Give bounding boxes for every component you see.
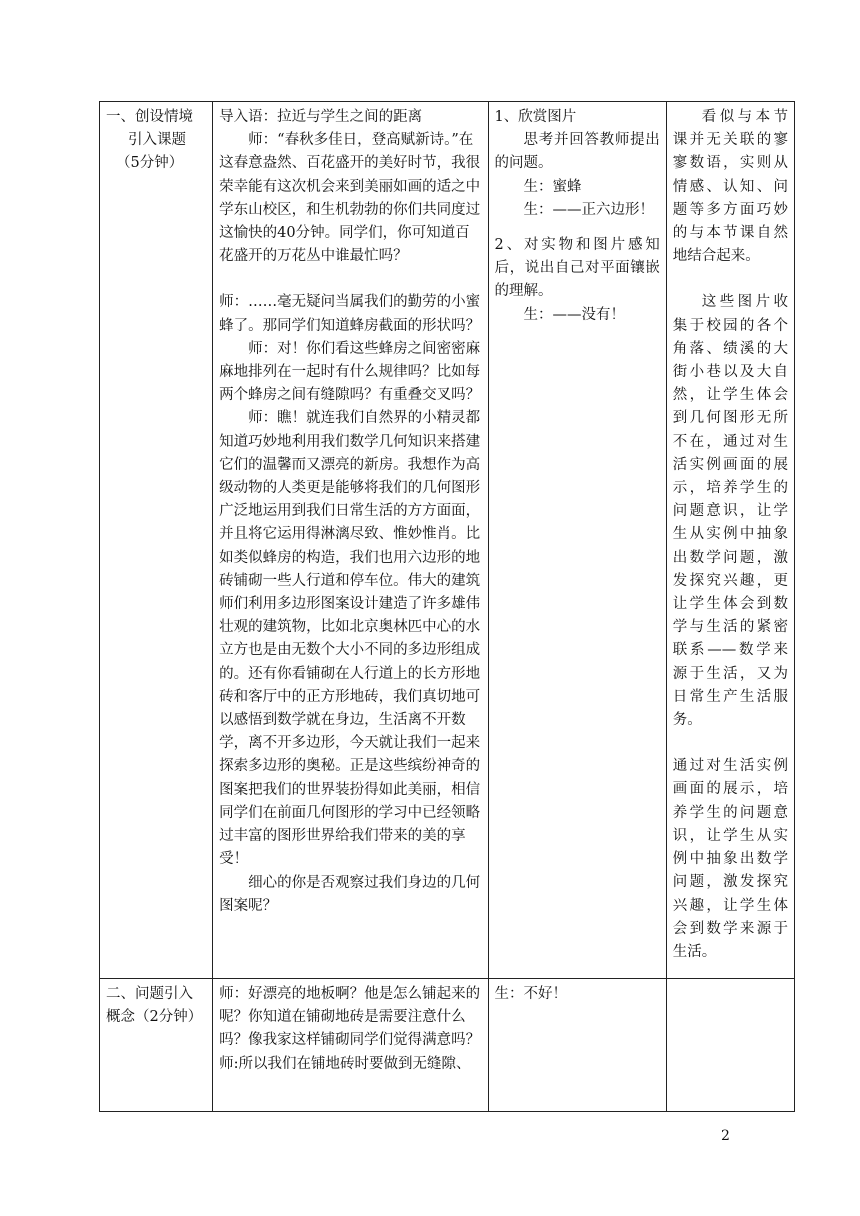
teacher-activity-cell	[213, 979, 488, 1112]
intent-text: 看似与本节课并无关联的寥寥数语，实则从情感、认知、问题等多方面巧妙的与本节课自然地结合起来。	[672, 109, 788, 265]
teacher-text: 导入语：拉近与学生之间的距离	[219, 109, 423, 125]
teacher-activity-cell	[213, 102, 488, 979]
student-activity-cell	[488, 979, 666, 1112]
design-intent-cell	[666, 102, 794, 979]
intent-text: 这些图片收集于校园的各个角落、绩溪的大街小巷以及大自然，让学生体会到几何图形无所不在，通过对生活实例画面的展示，培养学生的问题意识，让学生从实例中抽象出数学问题，激发探究兴趣，更让学生体会到数学与生活的紧密联系——数学来源于生活，又为日常生产生活服务。	[672, 294, 788, 729]
stage-title: 二、问题引入概念（2分钟）	[106, 986, 203, 1026]
student-text: 生：——没有！	[523, 306, 626, 323]
teacher-text: 细心的你是否观察过我们身边的几何图案呢？	[219, 874, 481, 914]
teacher-text: 师：好漂亮的地板啊？他是怎么铺起来的呢？你知道在铺砌地砖是需要注意什么吗？像我家这样铺砌同学们觉得满意吗？	[219, 986, 481, 1049]
teacher-text: 师：对！你们看这些蜂房之间密密麻麻地排列在一起时有什么规律吗？比如每两个蜂房之间有缝隙吗？有重叠交叉吗？	[219, 340, 481, 404]
intent-text: 通过对生活实例画面的展示，培养学生的问题意识，让学生从实例中抽象出数学问题，激发探究兴趣，让学生体会到数学来源于生活。	[672, 758, 788, 960]
stage-title-line: 一、创设情境	[106, 109, 193, 125]
student-text: 生：——正六边形！	[523, 201, 655, 218]
teacher-text: 师:所以我们在铺地砖时要做到无缝隙、	[219, 1055, 471, 1072]
student-text: 生：不好！	[494, 986, 568, 1002]
student-activity-cell	[488, 102, 666, 979]
student-text: 思考并回答教师提出的问题。	[494, 132, 660, 172]
table-row	[100, 102, 795, 979]
stage-duration: （5分钟）	[116, 155, 184, 172]
design-intent-cell	[666, 979, 794, 1112]
stage-cell	[100, 979, 213, 1112]
teacher-text: 师：……毫无疑问当属我们的勤劳的小蜜蜂了。那同学们知道蜂房截面的形状吗？	[219, 294, 481, 334]
student-text: 1、欣赏图片	[494, 109, 577, 125]
teacher-text: 师：瞧！就连我们自然界的小精灵都知道巧妙地利用我们数学几何知识来搭建它们的温馨而又漂亮的新房。我想作为高级动物的人类更是能够将我们的几何图形广泛地运用到我们日常生活的方方面面，并且将它运用得淋漓尽致、惟妙惟肖。比如类似蜂房的构造，我们也用六边形的地砖铺砌一些人行道和停车位。伟大的建筑师们利用多边形图案设计建造了许多雄伟壮观的建筑物，比如北京奥林匹中心的水立方也是由无数个大小不同的多边形组成的。还有你看铺砌在人行道上的长方形地砖和客厅中的正方形地砖，我们真切地可以感悟到数学就在身边，生活离不开数学，离不开多边形，今天就让我们一起来探索多边形的奥秘。正是这些缤纷神奇的图案把我们的世界装扮得如此美丽，相信同学们在前面几何图形的学习中已经领略过丰富的图形世界给我们带来的美的享受！	[219, 410, 481, 868]
table-row	[100, 979, 795, 1112]
student-text: 2、对实物和图片感知后，说出自己对平面镶嵌的理解。	[494, 237, 660, 300]
stage-cell	[100, 102, 213, 979]
page-number: 2	[721, 1128, 730, 1144]
student-text: 生：蜜蜂	[523, 178, 582, 195]
lesson-plan-table	[99, 101, 795, 1112]
teacher-text: 师：“春秋多佳日，登高赋新诗。”在这春意盎然、百花盛开的美好时节，我很荣幸能有这次机会来到美丽如画的适之中学东山校区，和生机勃勃的你们共同度过这愉快的40分钟。同学们，你可知道百花盛开的万花丛中谁最忙吗？	[219, 132, 481, 265]
stage-title-line: 引入课题	[128, 132, 186, 149]
